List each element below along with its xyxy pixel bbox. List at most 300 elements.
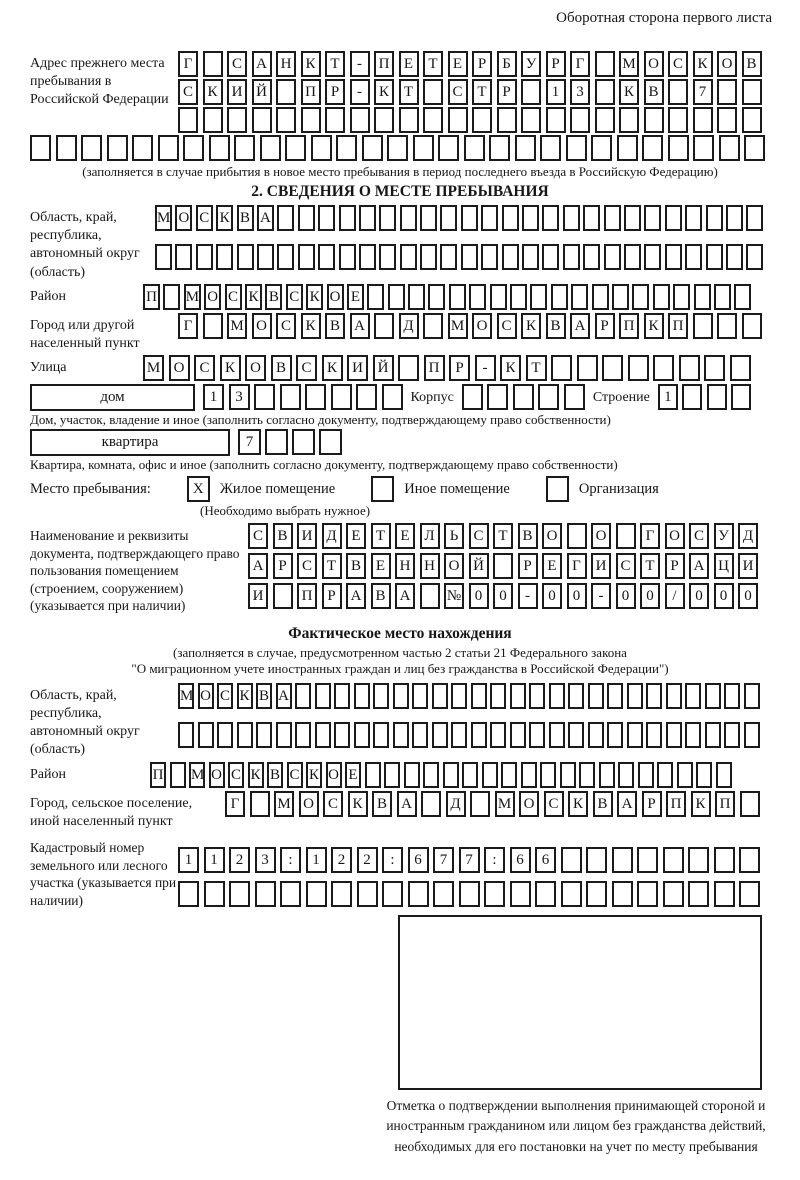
- char-cell[interactable]: [599, 762, 615, 788]
- char-cell[interactable]: [540, 135, 561, 161]
- char-cell[interactable]: В: [256, 683, 272, 709]
- char-cell[interactable]: И: [227, 79, 247, 105]
- char-cell[interactable]: С: [297, 553, 317, 579]
- char-cell[interactable]: С: [287, 762, 303, 788]
- char-cell[interactable]: [510, 881, 531, 907]
- char-cell[interactable]: [714, 284, 731, 310]
- char-cell[interactable]: [204, 881, 225, 907]
- char-cell[interactable]: [325, 107, 345, 133]
- char-cell[interactable]: :: [280, 847, 301, 873]
- char-cell[interactable]: У: [714, 523, 734, 549]
- char-cell[interactable]: [549, 683, 565, 709]
- char-cell[interactable]: [637, 847, 658, 873]
- char-cell[interactable]: [663, 881, 684, 907]
- char-cell[interactable]: [298, 205, 315, 231]
- char-cell[interactable]: [612, 847, 633, 873]
- char-cell[interactable]: [653, 284, 670, 310]
- char-cell[interactable]: [398, 355, 419, 381]
- char-cell[interactable]: [619, 107, 639, 133]
- char-cell[interactable]: [178, 881, 199, 907]
- char-cell[interactable]: [393, 722, 409, 748]
- char-cell[interactable]: И: [297, 523, 317, 549]
- char-cell[interactable]: Й: [373, 355, 394, 381]
- char-cell[interactable]: [685, 683, 701, 709]
- char-cell[interactable]: [490, 284, 507, 310]
- char-cell[interactable]: [227, 107, 247, 133]
- char-cell[interactable]: [563, 205, 580, 231]
- char-cell[interactable]: [595, 107, 615, 133]
- char-cell[interactable]: О: [327, 284, 344, 310]
- char-cell[interactable]: М: [448, 313, 468, 339]
- char-cell[interactable]: [604, 244, 621, 270]
- char-cell[interactable]: [716, 762, 732, 788]
- house-type-box[interactable]: дом: [30, 384, 195, 411]
- char-cell[interactable]: [595, 51, 615, 77]
- char-cell[interactable]: [706, 205, 723, 231]
- char-cell[interactable]: Е: [399, 51, 419, 77]
- char-cell[interactable]: С: [194, 355, 215, 381]
- char-cell[interactable]: П: [619, 313, 639, 339]
- char-cell[interactable]: [481, 244, 498, 270]
- char-cell[interactable]: [393, 683, 409, 709]
- char-cell[interactable]: [688, 881, 709, 907]
- char-cell[interactable]: 1: [546, 79, 566, 105]
- char-cell[interactable]: [618, 762, 634, 788]
- char-cell[interactable]: [583, 205, 600, 231]
- char-cell[interactable]: 3: [570, 79, 590, 105]
- char-cell[interactable]: [628, 355, 649, 381]
- char-cell[interactable]: С: [497, 313, 517, 339]
- char-cell[interactable]: [315, 722, 331, 748]
- char-cell[interactable]: С: [544, 791, 564, 817]
- char-cell[interactable]: [379, 244, 396, 270]
- char-cell[interactable]: [632, 284, 649, 310]
- char-cell[interactable]: [740, 791, 760, 817]
- char-cell[interactable]: И: [591, 553, 611, 579]
- char-cell[interactable]: [502, 244, 519, 270]
- char-cell[interactable]: [501, 762, 517, 788]
- char-cell[interactable]: Н: [276, 51, 296, 77]
- char-cell[interactable]: :: [382, 847, 403, 873]
- char-cell[interactable]: [568, 722, 584, 748]
- char-cell[interactable]: [568, 683, 584, 709]
- char-cell[interactable]: 6: [510, 847, 531, 873]
- char-cell[interactable]: М: [189, 762, 205, 788]
- char-cell[interactable]: [561, 847, 582, 873]
- char-cell[interactable]: М: [178, 683, 194, 709]
- char-cell[interactable]: К: [220, 355, 241, 381]
- char-cell[interactable]: О: [169, 355, 190, 381]
- char-cell[interactable]: [81, 135, 102, 161]
- char-cell[interactable]: Е: [371, 553, 391, 579]
- char-cell[interactable]: [529, 683, 545, 709]
- char-cell[interactable]: [350, 107, 370, 133]
- char-cell[interactable]: Т: [325, 51, 345, 77]
- char-cell[interactable]: К: [245, 284, 262, 310]
- char-cell[interactable]: [461, 205, 478, 231]
- char-cell[interactable]: [408, 881, 429, 907]
- char-cell[interactable]: [354, 722, 370, 748]
- char-cell[interactable]: К: [500, 355, 521, 381]
- char-cell[interactable]: [280, 881, 301, 907]
- char-cell[interactable]: Г: [178, 313, 198, 339]
- char-cell[interactable]: К: [301, 313, 321, 339]
- char-cell[interactable]: [612, 881, 633, 907]
- char-cell[interactable]: [306, 881, 327, 907]
- char-cell[interactable]: О: [198, 683, 214, 709]
- char-cell[interactable]: [570, 107, 590, 133]
- char-cell[interactable]: А: [689, 553, 709, 579]
- char-cell[interactable]: [339, 244, 356, 270]
- char-cell[interactable]: [714, 847, 735, 873]
- char-cell[interactable]: [561, 881, 582, 907]
- char-cell[interactable]: Г: [225, 791, 245, 817]
- char-cell[interactable]: [624, 205, 641, 231]
- char-cell[interactable]: [546, 107, 566, 133]
- char-cell[interactable]: К: [306, 284, 323, 310]
- stay-option-checkbox[interactable]: [546, 476, 569, 502]
- char-cell[interactable]: [490, 722, 506, 748]
- char-cell[interactable]: [644, 244, 661, 270]
- char-cell[interactable]: [579, 762, 595, 788]
- char-cell[interactable]: Р: [595, 313, 615, 339]
- char-cell[interactable]: [217, 722, 233, 748]
- char-cell[interactable]: О: [299, 791, 319, 817]
- char-cell[interactable]: [668, 79, 688, 105]
- char-cell[interactable]: [336, 135, 357, 161]
- char-cell[interactable]: Т: [322, 553, 342, 579]
- char-cell[interactable]: О: [444, 553, 464, 579]
- char-cell[interactable]: [423, 762, 439, 788]
- char-cell[interactable]: [577, 355, 598, 381]
- char-cell[interactable]: В: [372, 791, 392, 817]
- char-cell[interactable]: А: [570, 313, 590, 339]
- char-cell[interactable]: [462, 762, 478, 788]
- char-cell[interactable]: М: [619, 51, 639, 77]
- char-cell[interactable]: М: [155, 205, 172, 231]
- char-cell[interactable]: Т: [640, 553, 660, 579]
- char-cell[interactable]: :: [484, 847, 505, 873]
- char-cell[interactable]: В: [518, 523, 538, 549]
- char-cell[interactable]: -: [350, 51, 370, 77]
- char-cell[interactable]: [530, 284, 547, 310]
- char-cell[interactable]: [642, 135, 663, 161]
- char-cell[interactable]: В: [237, 205, 254, 231]
- char-cell[interactable]: И: [248, 583, 268, 609]
- char-cell[interactable]: [742, 79, 762, 105]
- char-cell[interactable]: [535, 881, 556, 907]
- char-cell[interactable]: П: [424, 355, 445, 381]
- char-cell[interactable]: 1: [178, 847, 199, 873]
- char-cell[interactable]: С: [217, 683, 233, 709]
- char-cell[interactable]: А: [248, 553, 268, 579]
- char-cell[interactable]: [612, 284, 629, 310]
- char-cell[interactable]: 3: [255, 847, 276, 873]
- char-cell[interactable]: [719, 135, 740, 161]
- char-cell[interactable]: Р: [518, 553, 538, 579]
- char-cell[interactable]: 1: [658, 384, 678, 410]
- char-cell[interactable]: [276, 79, 296, 105]
- char-cell[interactable]: [357, 881, 378, 907]
- char-cell[interactable]: [551, 284, 568, 310]
- char-cell[interactable]: [451, 683, 467, 709]
- char-cell[interactable]: [423, 313, 443, 339]
- char-cell[interactable]: [203, 107, 223, 133]
- char-cell[interactable]: С: [689, 523, 709, 549]
- char-cell[interactable]: Ь: [444, 523, 464, 549]
- char-cell[interactable]: [739, 847, 760, 873]
- char-cell[interactable]: [196, 244, 213, 270]
- char-cell[interactable]: [510, 683, 526, 709]
- char-cell[interactable]: [638, 762, 654, 788]
- char-cell[interactable]: [175, 244, 192, 270]
- char-cell[interactable]: [400, 205, 417, 231]
- char-cell[interactable]: [464, 135, 485, 161]
- char-cell[interactable]: [542, 205, 559, 231]
- char-cell[interactable]: [387, 135, 408, 161]
- char-cell[interactable]: [319, 429, 342, 455]
- char-cell[interactable]: [382, 881, 403, 907]
- char-cell[interactable]: [440, 205, 457, 231]
- char-cell[interactable]: [542, 244, 559, 270]
- char-cell[interactable]: О: [665, 523, 685, 549]
- char-cell[interactable]: [705, 722, 721, 748]
- char-cell[interactable]: [560, 762, 576, 788]
- char-cell[interactable]: Е: [347, 284, 364, 310]
- char-cell[interactable]: [412, 683, 428, 709]
- char-cell[interactable]: [730, 355, 751, 381]
- char-cell[interactable]: [260, 135, 281, 161]
- char-cell[interactable]: К: [301, 51, 321, 77]
- char-cell[interactable]: О: [519, 791, 539, 817]
- char-cell[interactable]: Н: [420, 553, 440, 579]
- char-cell[interactable]: [273, 583, 293, 609]
- char-cell[interactable]: [420, 244, 437, 270]
- char-cell[interactable]: С: [296, 355, 317, 381]
- char-cell[interactable]: [56, 135, 77, 161]
- char-cell[interactable]: [155, 244, 172, 270]
- char-cell[interactable]: С: [276, 313, 296, 339]
- char-cell[interactable]: М: [495, 791, 515, 817]
- char-cell[interactable]: [374, 313, 394, 339]
- char-cell[interactable]: О: [326, 762, 342, 788]
- char-cell[interactable]: К: [521, 313, 541, 339]
- char-cell[interactable]: [311, 135, 332, 161]
- char-cell[interactable]: 0: [689, 583, 709, 609]
- char-cell[interactable]: [586, 847, 607, 873]
- char-cell[interactable]: 0: [714, 583, 734, 609]
- char-cell[interactable]: [693, 135, 714, 161]
- char-cell[interactable]: О: [472, 313, 492, 339]
- char-cell[interactable]: [359, 205, 376, 231]
- char-cell[interactable]: [724, 722, 740, 748]
- char-cell[interactable]: [234, 135, 255, 161]
- char-cell[interactable]: К: [322, 355, 343, 381]
- char-cell[interactable]: [158, 135, 179, 161]
- char-cell[interactable]: [265, 429, 288, 455]
- char-cell[interactable]: В: [593, 791, 613, 817]
- char-cell[interactable]: [421, 791, 441, 817]
- char-cell[interactable]: [459, 881, 480, 907]
- char-cell[interactable]: Й: [469, 553, 489, 579]
- char-cell[interactable]: 1: [203, 384, 224, 410]
- char-cell[interactable]: [522, 205, 539, 231]
- char-cell[interactable]: [412, 722, 428, 748]
- char-cell[interactable]: [334, 722, 350, 748]
- char-cell[interactable]: [163, 284, 180, 310]
- char-cell[interactable]: К: [237, 683, 253, 709]
- char-cell[interactable]: О: [175, 205, 192, 231]
- char-cell[interactable]: [644, 205, 661, 231]
- char-cell[interactable]: [744, 683, 760, 709]
- apartment-type-box[interactable]: квартира: [30, 429, 230, 456]
- char-cell[interactable]: 6: [408, 847, 429, 873]
- char-cell[interactable]: [607, 722, 623, 748]
- char-cell[interactable]: [591, 135, 612, 161]
- char-cell[interactable]: 1: [204, 847, 225, 873]
- char-cell[interactable]: С: [323, 791, 343, 817]
- char-cell[interactable]: Р: [273, 553, 293, 579]
- char-cell[interactable]: Г: [567, 553, 587, 579]
- char-cell[interactable]: П: [150, 762, 166, 788]
- char-cell[interactable]: [583, 244, 600, 270]
- char-cell[interactable]: Д: [738, 523, 758, 549]
- char-cell[interactable]: [356, 384, 377, 410]
- char-cell[interactable]: [388, 284, 405, 310]
- char-cell[interactable]: [595, 79, 615, 105]
- char-cell[interactable]: О: [644, 51, 664, 77]
- char-cell[interactable]: [734, 284, 751, 310]
- char-cell[interactable]: [607, 683, 623, 709]
- char-cell[interactable]: [482, 762, 498, 788]
- char-cell[interactable]: В: [742, 51, 762, 77]
- char-cell[interactable]: [602, 355, 623, 381]
- char-cell[interactable]: [216, 244, 233, 270]
- char-cell[interactable]: [707, 384, 727, 410]
- char-cell[interactable]: Г: [178, 51, 198, 77]
- char-cell[interactable]: [714, 881, 735, 907]
- char-cell[interactable]: [276, 722, 292, 748]
- char-cell[interactable]: [538, 384, 559, 410]
- char-cell[interactable]: С: [178, 79, 198, 105]
- char-cell[interactable]: Н: [395, 553, 415, 579]
- char-cell[interactable]: [374, 107, 394, 133]
- char-cell[interactable]: [107, 135, 128, 161]
- char-cell[interactable]: Г: [570, 51, 590, 77]
- char-cell[interactable]: Т: [371, 523, 391, 549]
- char-cell[interactable]: [705, 683, 721, 709]
- char-cell[interactable]: [726, 205, 743, 231]
- char-cell[interactable]: Т: [493, 523, 513, 549]
- char-cell[interactable]: В: [644, 79, 664, 105]
- char-cell[interactable]: К: [619, 79, 639, 105]
- char-cell[interactable]: К: [306, 762, 322, 788]
- char-cell[interactable]: Г: [640, 523, 660, 549]
- char-cell[interactable]: [280, 384, 301, 410]
- char-cell[interactable]: 7: [433, 847, 454, 873]
- char-cell[interactable]: [490, 683, 506, 709]
- char-cell[interactable]: [706, 244, 723, 270]
- char-cell[interactable]: А: [252, 51, 272, 77]
- char-cell[interactable]: [229, 881, 250, 907]
- char-cell[interactable]: [203, 51, 223, 77]
- char-cell[interactable]: О: [204, 284, 221, 310]
- char-cell[interactable]: [744, 135, 765, 161]
- char-cell[interactable]: [481, 205, 498, 231]
- char-cell[interactable]: М: [274, 791, 294, 817]
- char-cell[interactable]: С: [225, 284, 242, 310]
- char-cell[interactable]: [627, 722, 643, 748]
- char-cell[interactable]: [665, 205, 682, 231]
- char-cell[interactable]: [663, 847, 684, 873]
- char-cell[interactable]: К: [216, 205, 233, 231]
- char-cell[interactable]: [471, 722, 487, 748]
- char-cell[interactable]: [484, 881, 505, 907]
- char-cell[interactable]: [277, 244, 294, 270]
- char-cell[interactable]: П: [715, 791, 735, 817]
- char-cell[interactable]: [404, 762, 420, 788]
- char-cell[interactable]: О: [209, 762, 225, 788]
- char-cell[interactable]: Б: [497, 51, 517, 77]
- char-cell[interactable]: [717, 107, 737, 133]
- char-cell[interactable]: Е: [345, 762, 361, 788]
- char-cell[interactable]: -: [475, 355, 496, 381]
- char-cell[interactable]: [668, 107, 688, 133]
- char-cell[interactable]: [428, 284, 445, 310]
- char-cell[interactable]: [617, 135, 638, 161]
- char-cell[interactable]: В: [371, 583, 391, 609]
- char-cell[interactable]: [571, 284, 588, 310]
- char-cell[interactable]: [354, 683, 370, 709]
- char-cell[interactable]: -: [591, 583, 611, 609]
- char-cell[interactable]: [178, 722, 194, 748]
- char-cell[interactable]: [359, 244, 376, 270]
- char-cell[interactable]: [521, 79, 541, 105]
- char-cell[interactable]: С: [286, 284, 303, 310]
- char-cell[interactable]: [471, 683, 487, 709]
- char-cell[interactable]: В: [346, 553, 366, 579]
- char-cell[interactable]: [433, 881, 454, 907]
- char-cell[interactable]: У: [521, 51, 541, 77]
- char-cell[interactable]: [408, 284, 425, 310]
- char-cell[interactable]: [549, 722, 565, 748]
- char-cell[interactable]: [746, 244, 763, 270]
- char-cell[interactable]: /: [665, 583, 685, 609]
- char-cell[interactable]: [315, 683, 331, 709]
- char-cell[interactable]: [331, 881, 352, 907]
- char-cell[interactable]: [717, 313, 737, 339]
- char-cell[interactable]: [443, 762, 459, 788]
- char-cell[interactable]: А: [276, 683, 292, 709]
- char-cell[interactable]: [510, 722, 526, 748]
- char-cell[interactable]: 6: [535, 847, 556, 873]
- char-cell[interactable]: А: [350, 313, 370, 339]
- char-cell[interactable]: [305, 384, 326, 410]
- char-cell[interactable]: 0: [738, 583, 758, 609]
- char-cell[interactable]: [367, 284, 384, 310]
- char-cell[interactable]: П: [666, 791, 686, 817]
- char-cell[interactable]: О: [252, 313, 272, 339]
- char-cell[interactable]: Р: [449, 355, 470, 381]
- char-cell[interactable]: Р: [472, 51, 492, 77]
- char-cell[interactable]: М: [227, 313, 247, 339]
- char-cell[interactable]: [665, 244, 682, 270]
- char-cell[interactable]: [592, 284, 609, 310]
- char-cell[interactable]: [688, 847, 709, 873]
- stay-option-checkbox[interactable]: X: [187, 476, 210, 502]
- char-cell[interactable]: [515, 135, 536, 161]
- char-cell[interactable]: [400, 244, 417, 270]
